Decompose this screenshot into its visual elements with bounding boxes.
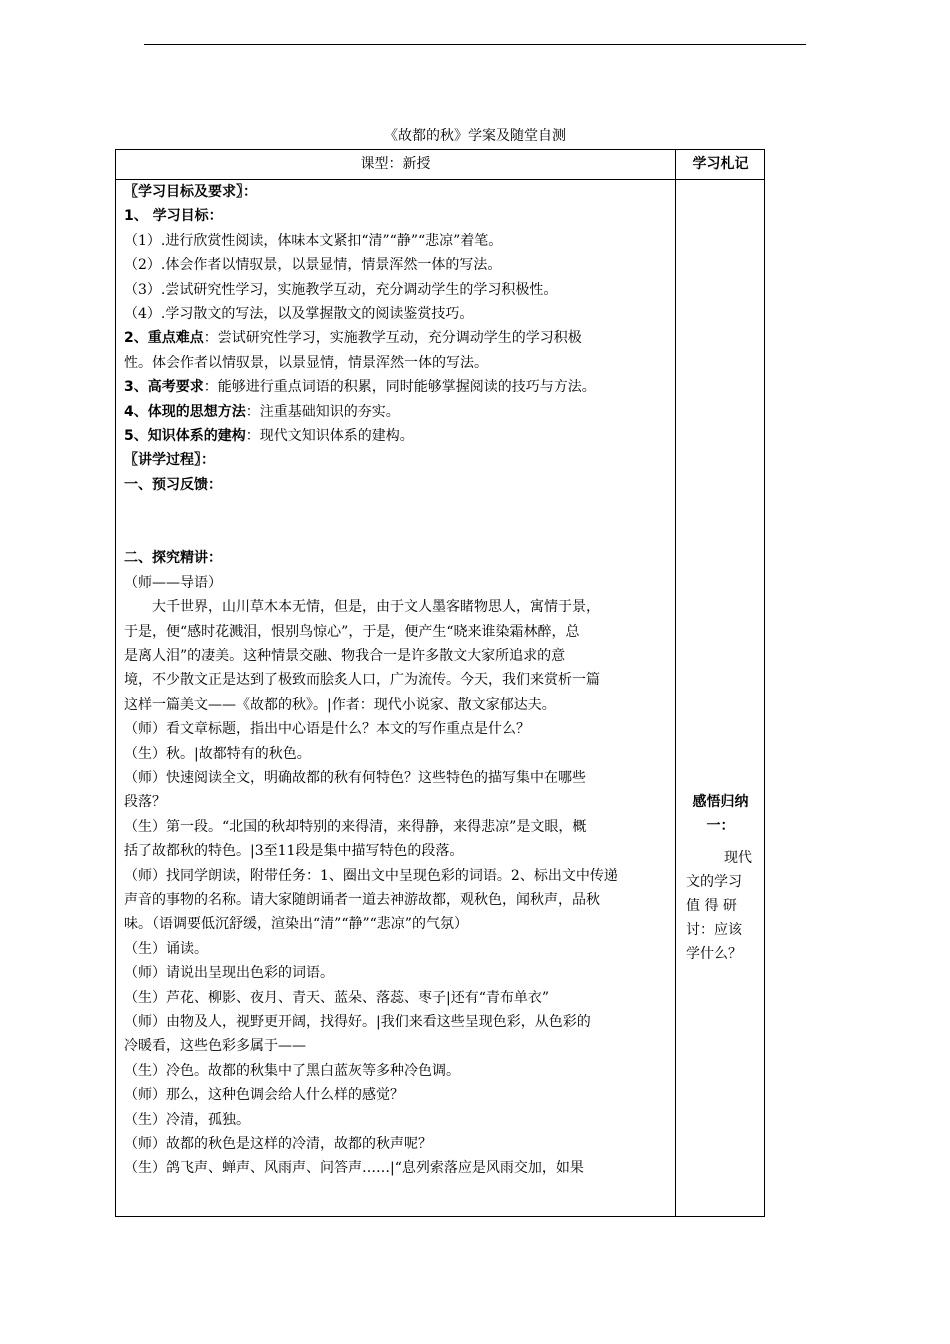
dialogue-line: （师）看文章标题，指出中心语是什么？本文的写作重点是什么？ <box>124 721 530 738</box>
blank-space <box>124 497 671 546</box>
dialogue-line: （师）那么，这种色调会给人什么样的感觉？ <box>124 1087 404 1104</box>
lesson-type-header: 课型：新授 <box>360 156 431 172</box>
goal3-line <box>124 375 671 399</box>
preview-feedback-heading: 一、预习反馈： <box>124 476 222 493</box>
dialogue-line: 味。（语调要低沉舒缓，渲染出“清”“静”“悲凉”的气氛） <box>124 916 468 933</box>
dialogue-line: （生）冷清，孤独。 <box>124 1111 250 1128</box>
reflection-heading-line2: 一： <box>706 818 735 834</box>
process-heading: 〖讲学过程〗： <box>124 452 215 469</box>
goal5-line <box>124 424 671 448</box>
note-line: 现代 <box>724 850 752 866</box>
goal4-line <box>124 400 671 424</box>
dialogue-line: （师）快速阅读全文，明确故都的秋有何特色？这些特色的描写集中在哪些 <box>124 769 586 786</box>
note-line: 讨：应该 <box>686 922 742 938</box>
dialogue-line: （师）找同学朗读，附带任务：1、圈出文中呈现色彩的词语。2、标出文中传递 <box>124 867 618 884</box>
dialogue-line: （师）由物及人，视野更开阔，找得好。|我们来看这些呈现色彩，从色彩的 <box>124 1014 591 1030</box>
goal5-text: ：现代文知识体系的建构。 <box>245 428 414 445</box>
goal5-label: 5、知识体系的建构 <box>124 428 246 445</box>
reflection-heading <box>676 790 765 838</box>
reflection-heading-line1: 感悟归纳 <box>692 794 749 810</box>
document-title: 《故都的秋》学案及随堂自测 <box>384 128 566 144</box>
notes-column <box>676 790 765 966</box>
dialogue-line: 冷暖看，这些色彩多属于—— <box>124 1038 306 1055</box>
goal2-line-continued: 性。体会作者以情驭景，以景显情，情景浑然一体的写法。 <box>124 354 488 371</box>
study-notes-header: 学习札记 <box>692 156 749 172</box>
goal4-label: 4、体现的思想方法 <box>124 403 246 420</box>
dialogue-line: 段落？ <box>124 794 166 811</box>
column-divider <box>675 150 676 1216</box>
goals-heading: 〖学习目标及要求〗： <box>124 184 257 200</box>
dialogue-line: （生）鸽飞声、蝉声、风雨声、问答声……|“息列索落应是风雨交加，如果 <box>124 1160 584 1177</box>
goal2-line <box>124 326 671 350</box>
goal1-item: （3）.尝试研究性学习，实施教学互动，充分调动学生的学习积极性。 <box>124 281 558 298</box>
note-line: 学什么？ <box>686 946 742 962</box>
dialogue-line: 这样一篇美文——《故都的秋》。|作者：现代小说家、散文家郁达夫。 <box>124 696 556 713</box>
dialogue-line: （生）秋。|故都特有的秋色。 <box>124 745 311 762</box>
goal4-text: ：注重基础知识的夯实。 <box>245 403 400 420</box>
dialogue-line: 境，不少散文正是达到了极致而脍炙人口，广为流传。今天，我们来赏析一篇 <box>124 672 600 689</box>
goal2-label: 2、重点难点 <box>124 330 204 347</box>
dialogue-line: 于是，便“感时花溅泪，恨别鸟惊心”，于是，便产生“晓来谁染霜林醉，总 <box>124 623 580 640</box>
dialogue-line: 大千世界，山川草木本无情，但是，由于文人墨客睹物思人，寓情于景， <box>124 599 600 616</box>
goal1-item: （2）.体会作者以情驭景，以景显情，情景浑然一体的写法。 <box>124 257 502 274</box>
study-table <box>115 149 765 1217</box>
lesson-content <box>124 180 671 1181</box>
header-rule <box>144 44 806 45</box>
dialogue-line: 括了故都秋的特色。|3至11段是集中描写特色的段落。 <box>124 843 464 860</box>
dialogue-line: （生）芦花、柳影、夜月、青天、蓝朵、落蕊、枣子|还有“青布单衣” <box>124 989 550 1006</box>
dialogue-line: （师——导语） <box>124 574 222 591</box>
dialogue-line: （生）诵读。 <box>124 940 208 957</box>
goal3-label: 3、高考要求 <box>124 379 204 396</box>
dialogue-line: （师）请说出呈现出色彩的词语。 <box>124 965 334 982</box>
dialogue-line: （师）故都的秋色是这样的冷清，故都的秋声呢？ <box>124 1136 432 1153</box>
note-line: 值 得 研 <box>686 898 737 914</box>
dialogue-line: （生）冷色。故都的秋集中了黑白蓝灰等多种冷色调。 <box>124 1062 460 1079</box>
goal1-item: （1）.进行欣赏性阅读，体味本文紧扣“清”“静”“悲凉”着笔。 <box>124 232 503 249</box>
dialogue-line: 声音的事物的名称。请大家随朗诵者一道去神游故都，观秋色，闻秋声，品秋 <box>124 891 600 908</box>
goal1-heading: 1、 学习目标： <box>124 208 223 225</box>
goal1-item: （4）.学习散文的写法，以及掌握散文的阅读鉴赏技巧。 <box>124 306 474 323</box>
note-line: 文的学习 <box>686 874 742 890</box>
dialogue-line: 是离人泪”的凄美。这种情景交融、物我合一是许多散文大家所追求的意 <box>124 647 566 664</box>
exploration-heading: 二、探究精讲： <box>124 550 222 567</box>
dialogue-line: （生）第一段。“北国的秋却特别的来得清，来得静，来得悲凉”是文眼，概 <box>124 818 587 835</box>
goal3-text: ：能够进行重点词语的积累，同时能够掌握阅读的技巧与方法。 <box>203 379 596 396</box>
goal2-text: ：尝试研究性学习，实施教学互动，充分调动学生的学习积极 <box>203 330 582 347</box>
